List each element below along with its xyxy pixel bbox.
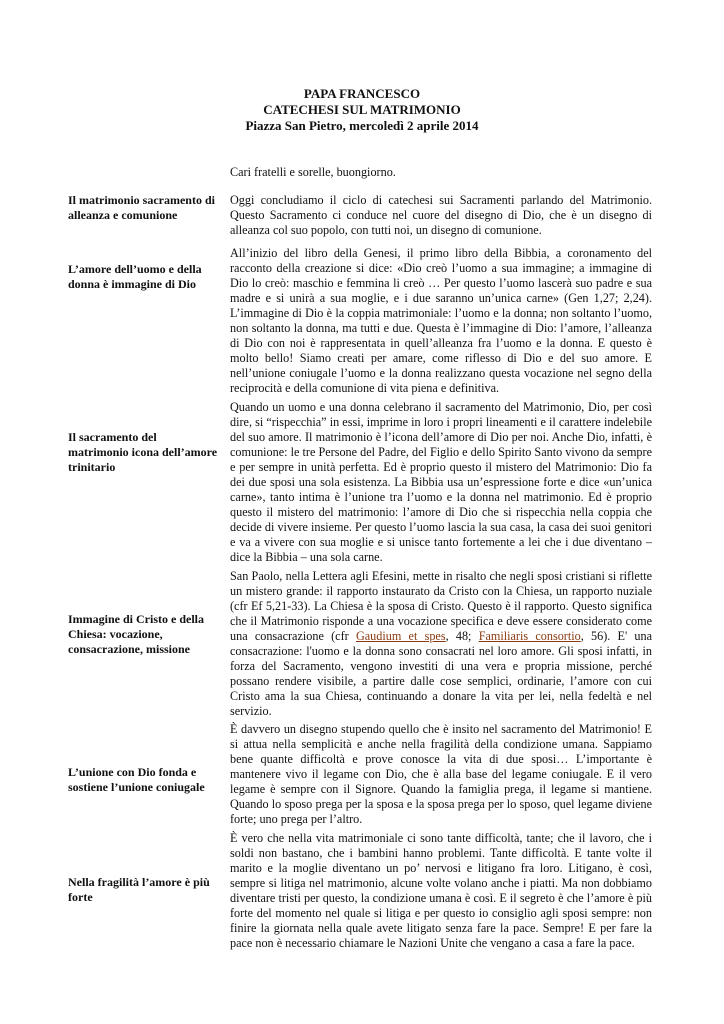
side-heading-4: Immagine di Cristo e della Chiesa: vocazione, consacrazione, missione xyxy=(68,612,204,656)
gaudium-et-spes-link[interactable]: Gaudium et spes xyxy=(355,629,446,643)
paragraph-3: Quando un uomo e una donna celebrano il sacramento del Matrimonio, Dio, per così dire, si “rispecchia” in essi, imprime in loro i propri lineamenti e il carattere indelebile del suo amore. Il matrimonio è l’icona dell’amore di Dio per noi. Anche Dio, infatti, è comunione: le tre Persone del Padre, del Figlio e dello Spirito Santo vivono da sempre e per sempre in unità perfetta. Ed è proprio questo il mistero del Matrimonio: Dio fa dei due sposi una sola esistenza. La Bibbia usa un’espressione forte e dice «un’unica carne», tanto intima è l’unione tra l’uomo e la donna nel matrimonio. Ed è proprio questo il mistero del matrimonio: l’amore di Dio che si rispecchia nella coppia che decide di vivere insieme. Per questo l’uomo lascia la sua casa, la casa dei suoi genitori e va a vivere con sua moglie e si unisce tanto fortemente a lei che i due diventano – dice la Bibbia – una sola carne. xyxy=(230,400,652,564)
greeting: Cari fratelli e sorelle, buongiorno. xyxy=(230,165,396,179)
familiaris-consortio-link[interactable]: Familiaris consortio xyxy=(478,629,581,643)
paragraph-4-text-c: , 56). E' una consacrazione: l'uomo e la donna sono consacrati nel loro amore. Gli sposi infatti, in forza del Sacramento, vengono investiti di una vera e propria missione, perché possano rendere visibile, a partire dalle cose semplici, ordinarie, l’amore con cui Cristo ama la sua Chiesa, continuando a donare la vita per lei, nella fedeltà e nel servizio. xyxy=(230,629,653,718)
side-heading-2: L’amore dell’uomo e della donna è immagine di Dio xyxy=(68,262,202,291)
header-author: PAPA FRANCESCO xyxy=(303,86,421,101)
paragraph-4-text-a: San Paolo, nella Lettera agli Efesini, mette in risalto che negli sposi cristiani si riflette un mistero grande: il rapporto instaurato da Cristo con la Chiesa, un rapporto nuziale (cfr Ef 5,21-33). La Chiesa è la sposa di Cristo. Questo è il rapporto. Questo significa che il Matrimonio risponde a una vocazione specifica e deve essere considerato come una consacrazione (cfr xyxy=(230,569,652,643)
header-title: CATECHESI SUL MATRIMONIO xyxy=(263,102,461,117)
document-header xyxy=(0,86,724,134)
side-heading-5: L’unione con Dio fonda e sostiene l’unione coniugale xyxy=(68,765,205,794)
paragraph-4-text-b: , 48; xyxy=(445,629,479,643)
paragraph-6: È vero che nella vita matrimoniale ci sono tante difficoltà, tante; che il lavoro, che i soldi non bastano, che i bambini hanno problemi. Tante difficoltà. E tante volte il marito e la moglie diventano un po’ nervosi e litigano fra loro. Litigano, è così, sempre si litiga nel matrimonio, alcune volte volano anche i piatti. Ma non dobbiamo diventare tristi per questo, la condizione umana è così. E il segreto è che l’amore è più forte del momento nel quale si litiga e per questo io consiglio agli sposi sempre: non finire la giornata nella quale avete litigato senza fare la pace. Sempre! E per fare la pace non è necessario chiamare le Nazioni Unite che vengano a casa a fare la pace. xyxy=(230,831,652,950)
paragraph-4 xyxy=(230,569,652,719)
side-heading-6: Nella fragilità l’amore è più forte xyxy=(68,875,210,904)
paragraph-1: Oggi concludiamo il ciclo di catechesi sui Sacramenti parlando del Matrimonio. Questo Sacramento ci conduce nel cuore del disegno di Dio, che è un disegno di alleanza col suo popolo, con tutti noi, un disegno di comunione. xyxy=(230,193,652,237)
side-heading-1: Il matrimonio sacramento di alleanza e comunione xyxy=(68,193,215,222)
paragraph-5: È davvero un disegno stupendo quello che è insito nel sacramento del Matrimonio! E si attua nella semplicità e anche nella fragilità della condizione umana. Sappiamo bene quante difficoltà e prove conosce la vita di due sposi… L’importante è mantenere vivo il legame con Dio, che è alla base del legame coniugale. E il vero legame è sempre con il Signore. Quando la famiglia prega, il legame si mantiene. Quando lo sposo prega per la sposa e la sposa prega per lo sposo, quel legame diviene forte; uno prega per l’altro. xyxy=(230,722,652,826)
paragraph-2: All’inizio del libro della Genesi, il primo libro della Bibbia, a coronamento del racconto della creazione si dice: «Dio creò l’uomo a sua immagine; a immagine di Dio lo creò: maschio e femmina li creò … Per questo l’uomo lascerà suo padre e sua madre e si unirà a sua moglie, e i due saranno un’unica carne» (Gen 1,27; 2,24). L’immagine di Dio è la coppia matrimoniale: l’uomo e la donna; non soltanto l’uomo, non soltanto la donna, ma tutti e due. Questa è l’immagine di Dio: l’amore, l’alleanza di Dio con noi è rappresentata in quell’alleanza fra l’uomo e la donna. E questo è molto bello! Siamo creati per amare, come riflesso di Dio e del suo amore. E nell’unione coniugale l’uomo e la donna realizzano questa vocazione nel segno della reciprocità e della comunione di vita piena e definitiva. xyxy=(230,246,652,395)
header-place-date: Piazza San Pietro, mercoledì 2 aprile 2014 xyxy=(245,118,479,133)
side-heading-3: Il sacramento del matrimonio icona dell’amore trinitario xyxy=(68,430,218,474)
